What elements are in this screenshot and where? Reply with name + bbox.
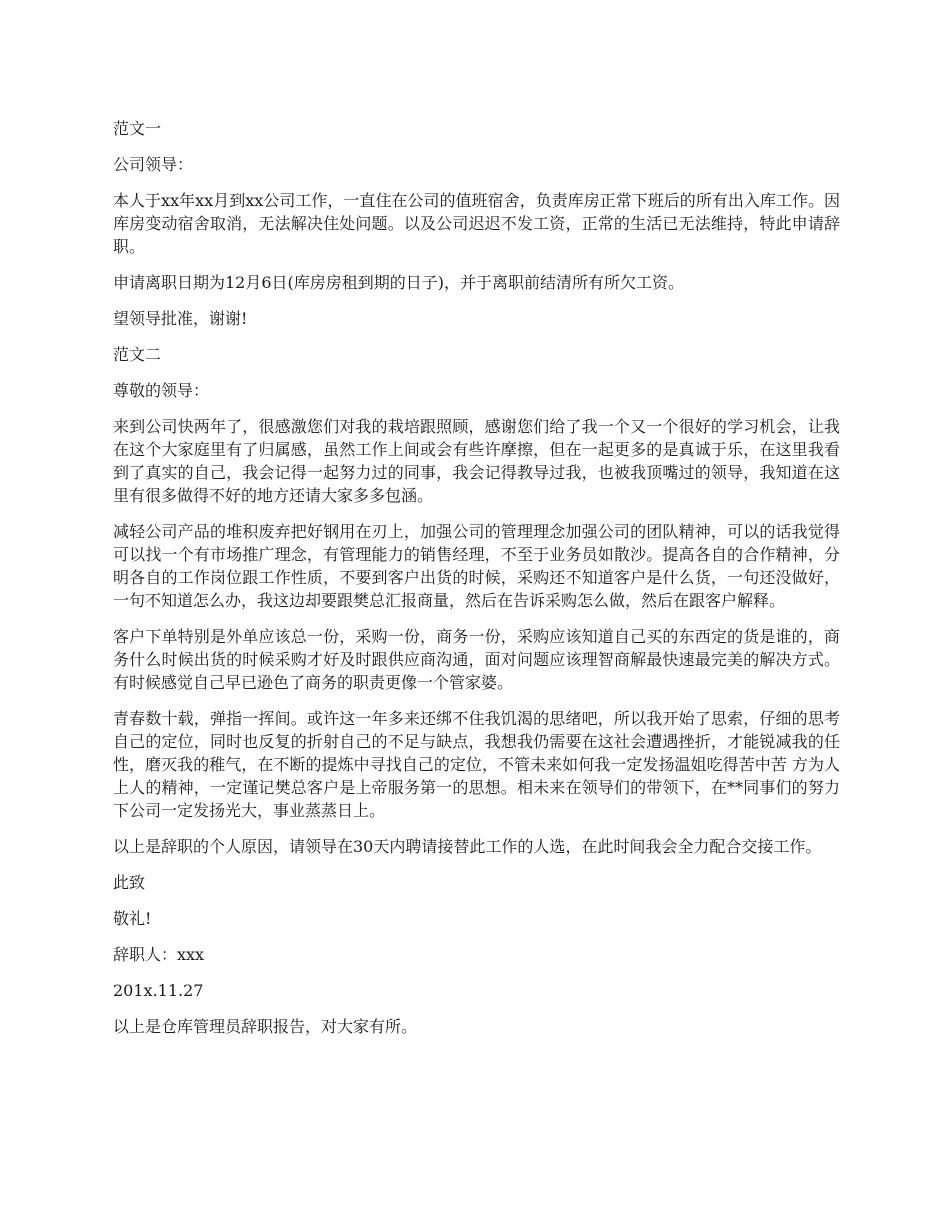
signature-line: 辞职人：xxx	[113, 945, 205, 964]
closing-line: 敬礼!	[113, 909, 152, 928]
closing-request: 望领导批准，谢谢!	[113, 309, 248, 328]
salutation-one: 公司领导：	[113, 155, 194, 174]
salutation-two: 尊敬的领导：	[113, 381, 210, 400]
body-paragraph: 以上是辞职的个人原因，请领导在30天内聘请接替此工作的人选，在此时间我会全力配合交接工作。	[113, 837, 822, 856]
heading-sample-one: 范文一	[113, 119, 162, 138]
closing-line: 此致	[113, 873, 146, 892]
document-body	[113, 117, 840, 1051]
body-paragraph: 青春数十载，弹指一挥间。或许这一年多来还绑不住我饥渴的思绪吧，所以我开始了思索，仔细的思考自己的定位，同时也反复的折射自己的不足与缺点，我想我仍需要在这社会遭遇挫折，才能锐减我的任性，磨灭我的稚气，在不断的提炼中寻找自己的定位，不管未来如何我一定发扬温姐吃得苦中苦 方为人上人的精神，一定谨记樊总客户是上帝服务第一的思想。相未来在领导们的带领下，在**同事们的努力下公司一定发扬光大，事业蒸蒸日上。	[113, 709, 840, 820]
body-paragraph: 申请离职日期为12月6日(库房房租到期的日子)，并于离职前结清所有所欠工资。	[113, 273, 685, 292]
body-paragraph: 减轻公司产品的堆积废弃把好钢用在刃上，加强公司的管理理念加强公司的团队精神，可以的话我觉得可以找一个有市场推广理念，有管理能力的销售经理，不至于业务员如散沙。提高各自的合作精神，分明各自的工作岗位跟工作性质，不要到客户出货的时候，采购还不知道客户是什么货，一句还没做好，一句不知道怎么办，我这边却要跟樊总汇报商量，然后在告诉采购怎么做，然后在跟客户解释。	[113, 522, 840, 610]
body-paragraph: 客户下单特别是外单应该总一份，采购一份，商务一份，采购应该知道自己买的东西定的货是谁的，商务什么时候出货的时候采购才好及时跟供应商沟通，面对问题应该理智商解最快速最完美的解决方式。有时候感觉自己早已逊色了商务的职责更像一个管家婆。	[113, 627, 840, 692]
footer-note: 以上是仓库管理员辞职报告，对大家有所。	[113, 1017, 418, 1036]
body-paragraph: 来到公司快两年了，很感激您们对我的栽培跟照顾，感谢您们给了我一个又一个很好的学习机会，让我在这个大家庭里有了归属感，虽然工作上间或会有些许摩擦，但在一起更多的是真诚于乐，在这里我看到了真实的自己，我会记得一起努力过的同事，我会记得教导过我，也被我顶嘴过的领导，我知道在这里有很多做得不好的地方还请大家多多包涵。	[113, 417, 840, 505]
body-paragraph: 本人于xx年xx月到xx公司工作，一直住在公司的值班宿舍，负责库房正常下班后的所有出入库工作。因库房变动宿舍取消，无法解决住处问题。以及公司迟迟不发工资，正常的生活已无法维持，特此申请辞职。	[113, 191, 840, 256]
heading-sample-two: 范文二	[113, 345, 162, 364]
date-line: 201x.11.27	[113, 981, 204, 1000]
